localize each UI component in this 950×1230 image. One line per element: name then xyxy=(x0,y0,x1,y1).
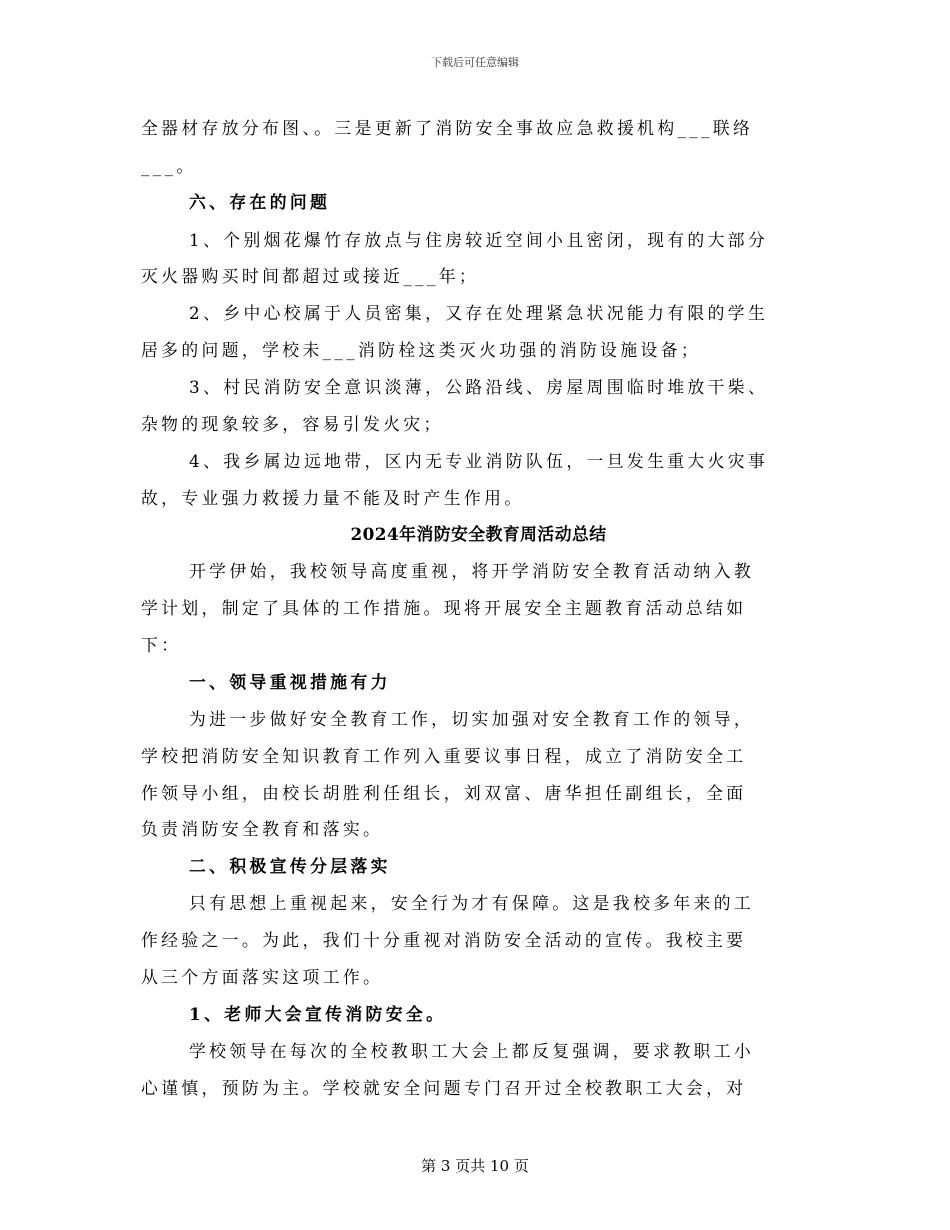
paragraph-line: 学校领导在每次的全校教职工大会上都反复强调，要求教职工小 xyxy=(189,1041,755,1061)
paragraph-line: 只有思想上重视起来，安全行为才有保障。这是我校多年来的工 xyxy=(189,893,755,913)
subsection-heading: 1、老师大会宣传消防安全。 xyxy=(189,1004,447,1024)
paragraph-line: 开学伊始，我校领导高度重视，将开学消防安全教育活动纳入教 xyxy=(189,561,755,581)
paragraph-line: 杂物的现象较多，容易引发火灾； xyxy=(141,414,444,434)
paragraph-line: ___。 xyxy=(141,156,197,176)
paragraph-line: 全器材存放分布图、。三是更新了消防安全事故应急救援机构___联络 xyxy=(141,118,754,138)
section-heading: 二、积极宣传分层落实 xyxy=(189,856,391,876)
paragraph-line: 作经验之一。为此，我们十分重视对消防安全活动的宣传。我校主要 xyxy=(141,930,747,950)
paragraph-line: 灭火器购买时间都超过或接近___年； xyxy=(141,266,480,286)
paragraph-line: 作领导小组，由校长胡胜利任组长，刘双富、唐华担任副组长，全面 xyxy=(141,783,747,803)
page-footer: 第 3 页共 10 页 xyxy=(421,1157,529,1175)
paragraph-line: 从三个方面落实这项工作。 xyxy=(141,967,384,987)
page-header: 下载后可任意编辑 xyxy=(431,56,519,69)
paragraph-line: 负责消防安全教育和落实。 xyxy=(141,819,384,839)
section-heading: 六、存在的问题 xyxy=(189,192,331,212)
paragraph-line: 为进一步做好安全教育工作，切实加强对安全教育工作的领导， xyxy=(189,709,755,729)
paragraph-line: 下： xyxy=(141,635,182,655)
paragraph-line: 居多的问题，学校未___消防栓这类灭火功强的消防设施设备； xyxy=(141,340,702,360)
paragraph-line: 学计划，制定了具体的工作措施。现将开展安全主题教育活动总结如 xyxy=(141,598,747,618)
document-title: 2024年消防安全教育周活动总结 xyxy=(350,524,607,544)
section-heading: 一、领导重视措施有力 xyxy=(189,672,391,692)
paragraph-line: 学校把消防安全知识教育工作列入重要议事日程，成立了消防安全工 xyxy=(141,746,747,766)
paragraph-line: 心谨慎，预防为主。学校就安全问题专门召开过全校教职工大会，对 xyxy=(141,1078,747,1098)
paragraph-line: 故，专业强力救援力量不能及时产生作用。 xyxy=(141,488,525,508)
paragraph-line: 1、个别烟花爆竹存放点与住房较近空间小且密闭，现有的大部分 xyxy=(189,230,769,250)
paragraph-line: 4、我乡属边远地带，区内无专业消防队伍，一旦发生重大火灾事 xyxy=(189,451,769,471)
paragraph-line: 2、乡中心校属于人员密集，又存在处理紧急状况能力有限的学生 xyxy=(189,303,769,323)
paragraph-line: 3、村民消防安全意识淡薄，公路沿线、房屋周围临时堆放干柴、 xyxy=(189,377,769,397)
